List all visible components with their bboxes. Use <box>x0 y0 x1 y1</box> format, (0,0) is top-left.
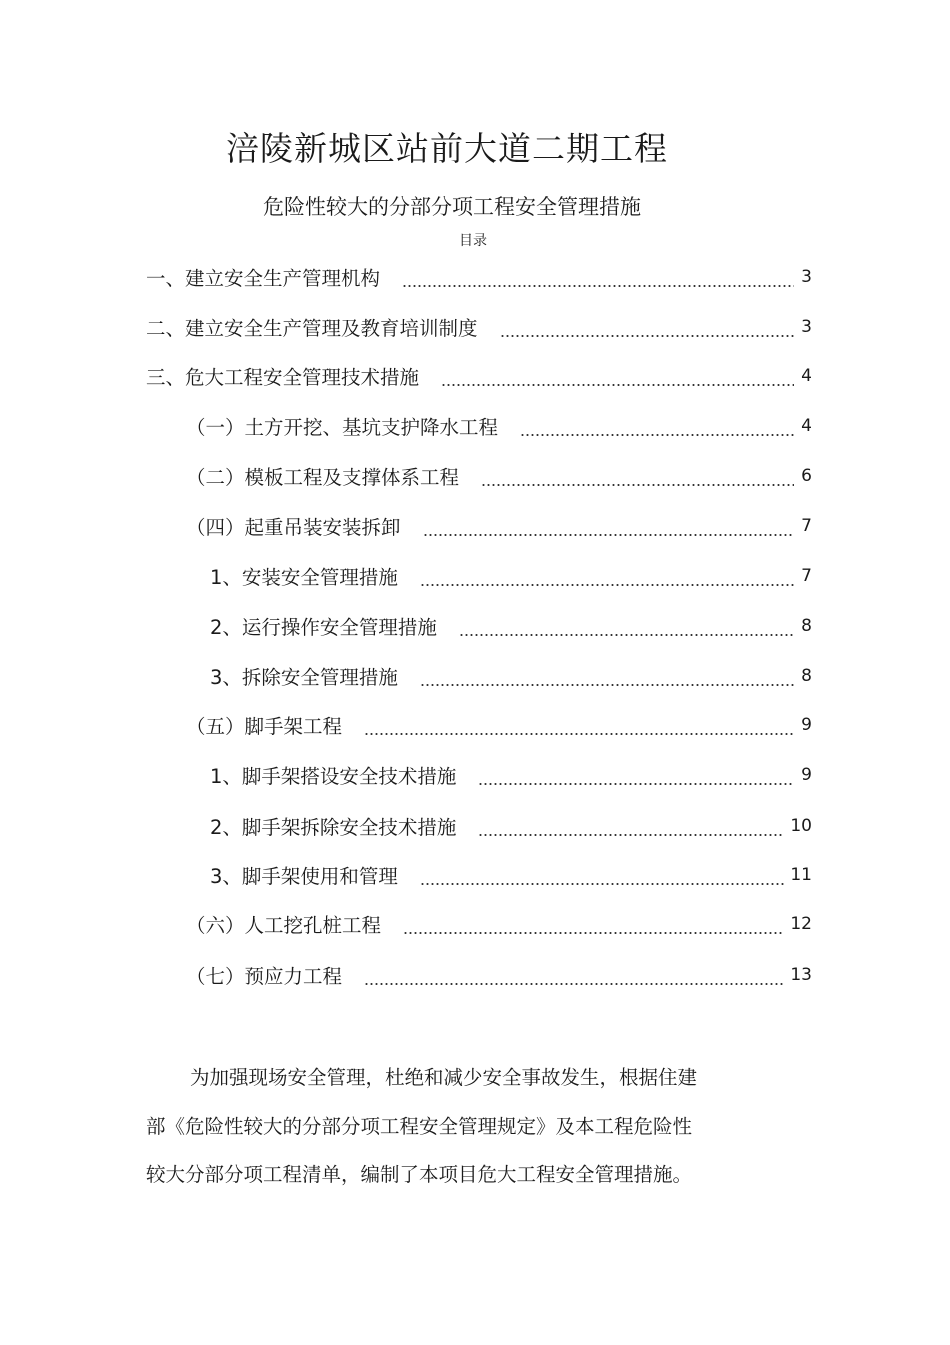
toc-entry-page: 4 <box>801 366 812 386</box>
toc-entry[interactable] <box>210 561 812 591</box>
toc-entry[interactable] <box>210 760 812 790</box>
toc-entry[interactable] <box>186 511 812 541</box>
toc-leader-dots <box>441 364 794 388</box>
toc-entry-label: （一）土方开挖、基坑支护降水工程 <box>186 416 499 439</box>
toc-leader-dots <box>420 863 784 887</box>
toc-entry-page: 11 <box>790 865 812 885</box>
toc-leader-dots <box>478 814 784 838</box>
toc-entry[interactable] <box>210 811 812 841</box>
toc-entry-page: 9 <box>801 715 812 735</box>
intro-paragraph-line: 较大分部分项工程清单，编制了本项目危大工程安全管理措施。 <box>146 1163 693 1186</box>
toc-entry[interactable] <box>186 960 812 990</box>
intro-paragraph-line: 部《危险性较大的分部分项工程安全管理规定》及本工程危险性 <box>146 1115 693 1138</box>
toc-entry-page: 12 <box>790 914 812 934</box>
toc-leader-dots <box>420 664 794 688</box>
toc-entry-label: （五）脚手架工程 <box>186 715 343 738</box>
toc-entry[interactable] <box>146 312 812 342</box>
toc-leader-dots <box>402 265 794 289</box>
toc-entry-page: 8 <box>801 616 812 636</box>
toc-entry[interactable] <box>186 411 812 441</box>
toc-leader-dots <box>459 614 794 638</box>
toc-leader-dots <box>403 912 784 936</box>
toc-leader-dots <box>481 464 794 488</box>
toc-entry-label: 3、脚手架使用和管理 <box>210 865 398 888</box>
toc-leader-dots <box>364 963 784 987</box>
intro-paragraph-line: 为加强现场安全管理，杜绝和减少安全事故发生，根据住建 <box>190 1066 698 1089</box>
toc-entry-page: 6 <box>801 466 812 486</box>
toc-entry-page: 10 <box>790 816 812 836</box>
toc-entry-label: 1、脚手架搭设安全技术措施 <box>210 765 457 788</box>
toc-entry-label: （二）模板工程及支撑体系工程 <box>186 466 460 489</box>
document-title: 涪陵新城区站前大道二期工程 <box>226 129 668 168</box>
toc-leader-dots <box>420 564 794 588</box>
toc-entry[interactable] <box>146 361 812 391</box>
toc-entry-label: 2、运行操作安全管理措施 <box>210 616 437 639</box>
toc-entry-page: 8 <box>801 666 812 686</box>
toc-entry[interactable] <box>146 262 812 292</box>
toc-entry-label: （七）预应力工程 <box>186 965 343 988</box>
document-subtitle: 危险性较大的分部分项工程安全管理措施 <box>263 195 641 219</box>
toc-entry[interactable] <box>210 860 812 890</box>
toc-entry-label: 1、安装安全管理措施 <box>210 566 398 589</box>
toc-leader-dots <box>364 713 794 737</box>
toc-entry-label: （四）起重吊装安装拆卸 <box>186 516 401 539</box>
toc-entry[interactable] <box>186 461 812 491</box>
toc-entry-label: 二、建立安全生产管理及教育培训制度 <box>146 317 478 340</box>
toc-leader-dots <box>500 315 794 339</box>
toc-heading: 目录 <box>459 233 487 249</box>
toc-entry[interactable] <box>186 710 812 740</box>
toc-leader-dots <box>478 763 794 787</box>
toc-entry-page: 7 <box>801 516 812 536</box>
toc-entry-page: 9 <box>801 765 812 785</box>
toc-entry[interactable] <box>210 611 812 641</box>
toc-entry-label: 三、危大工程安全管理技术措施 <box>146 366 420 389</box>
toc-entry-label: （六）人工挖孔桩工程 <box>186 914 382 937</box>
toc-entry-label: 2、脚手架拆除安全技术措施 <box>210 816 457 839</box>
toc-entry-label: 一、建立安全生产管理机构 <box>146 267 381 290</box>
toc-leader-dots <box>520 414 794 438</box>
toc-entry-page: 13 <box>790 965 812 985</box>
toc-entry-page: 4 <box>801 416 812 436</box>
toc-entry-page: 3 <box>801 317 812 337</box>
toc-leader-dots <box>423 514 794 538</box>
toc-entry-page: 7 <box>801 566 812 586</box>
toc-entry-label: 3、拆除安全管理措施 <box>210 666 398 689</box>
toc-entry[interactable] <box>186 909 812 939</box>
toc-entry[interactable] <box>210 661 812 691</box>
toc-entry-page: 3 <box>801 267 812 287</box>
